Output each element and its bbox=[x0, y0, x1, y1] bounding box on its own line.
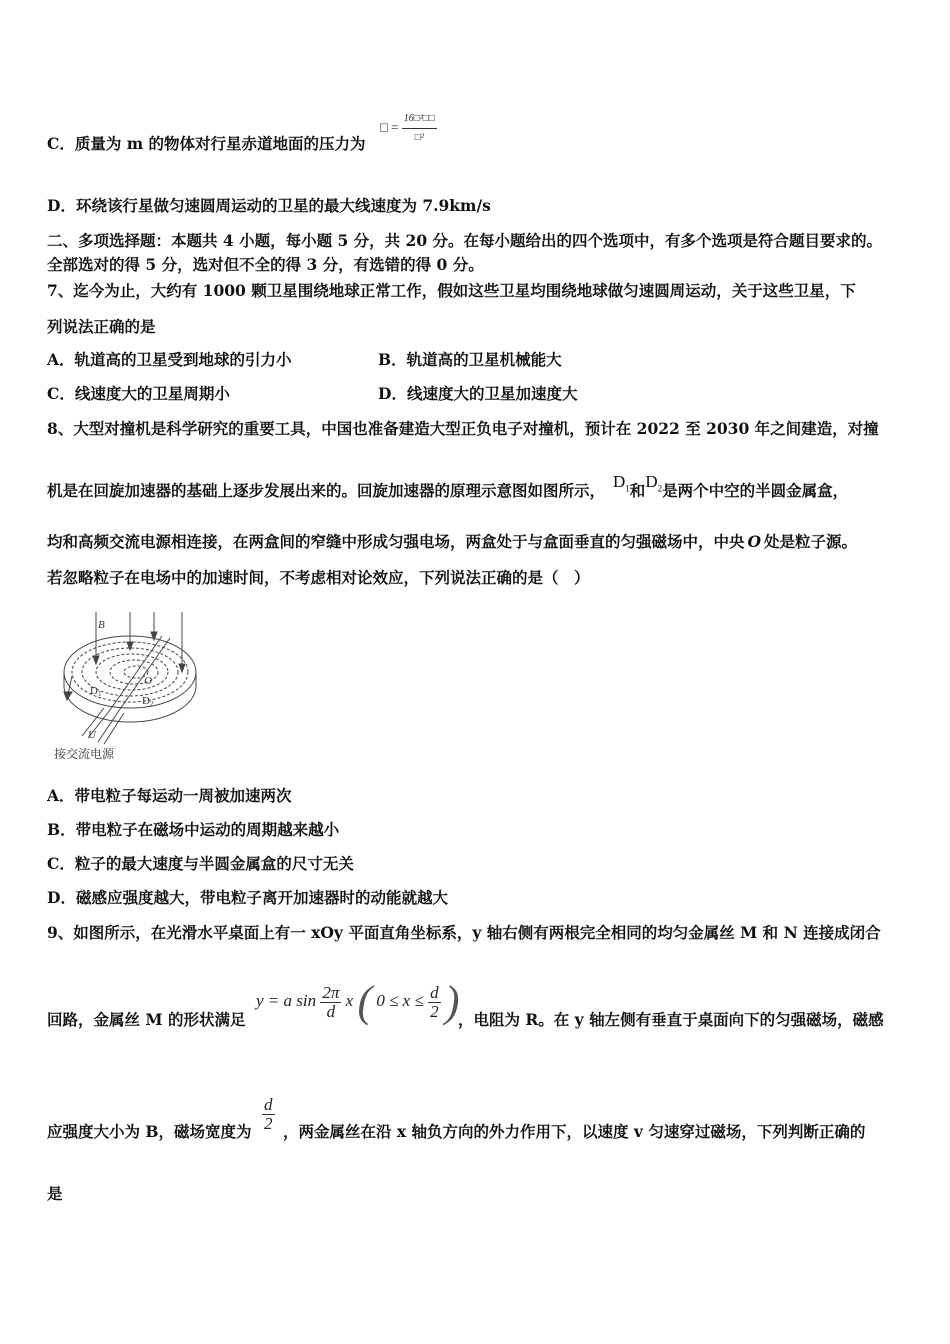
q6-option-c-formula bbox=[380, 110, 437, 147]
figure-label-d1: D1 bbox=[90, 685, 102, 698]
q8-stem-line4: 若忽略粒子在电场中的加速时间，不考虑相对论效应，下列说法正确的是（ ） bbox=[47, 568, 590, 587]
formula-numerator: 2π bbox=[322, 982, 340, 1002]
q9-stem-line3-b: ，两金属丝在沿 x 轴负方向的外力作用下，以速度 v 匀速穿过磁场，下列判断正确的 bbox=[283, 1122, 866, 1141]
section2-header-line2: 全部选对的得 5 分，选对但不全的得 3 分，有选错的得 0 分。 bbox=[47, 255, 484, 274]
q8-stem-o: O bbox=[747, 532, 762, 551]
formula-range-fraction bbox=[428, 984, 441, 1021]
q8-stem-line2-b: 是两个中空的半圆金属盒， bbox=[662, 481, 849, 500]
q9-stem-line2-b: ，电阻为 R。在 y 轴左侧有垂直于桌面向下的匀强磁场，磁感 bbox=[458, 1010, 884, 1029]
q8-stem-line3-a: 均和高频交流电源相连接，在两盒间的窄缝中形成匀强电场，两盒处于与盒面垂直的匀强磁场中，中央 bbox=[47, 532, 745, 551]
q8-option-b: B．带电粒子在磁场中运动的周期越来越小 bbox=[47, 820, 340, 839]
formula-denominator: d bbox=[326, 1001, 336, 1021]
formula-numerator: 16□²□□ bbox=[402, 110, 437, 129]
formula-range-denominator: 2 bbox=[430, 1001, 439, 1021]
formula-denominator: □² bbox=[414, 132, 424, 143]
section2-header-line1: 二、多项选择题：本题共 4 小题，每小题 5 分，共 20 分。在每小题给出的四个选项中，有多个选项是符合题目要求的。 bbox=[47, 231, 883, 250]
q8-option-c: C．粒子的最大速度与半圆金属盒的尺寸无关 bbox=[47, 854, 354, 873]
figure-label-o: O bbox=[144, 675, 152, 687]
formula-x: x bbox=[345, 990, 354, 1010]
q9-stem-line3 bbox=[47, 1122, 252, 1142]
q8-stem-line3 bbox=[47, 532, 857, 552]
q8-option-d: D．磁感应强度越大，带电粒子离开加速器时的动能就越大 bbox=[47, 888, 448, 907]
q7-option-c: C．线速度大的卫星周期小 bbox=[47, 384, 230, 403]
formula-lhs: □ = bbox=[380, 119, 399, 135]
q8-stem-line2 bbox=[47, 472, 849, 507]
width-fraction bbox=[262, 1096, 275, 1133]
q9-shape-formula bbox=[256, 977, 460, 1026]
figure-label-d2: D2 bbox=[142, 695, 154, 708]
q7-stem-line1: 7、迄今为止，大约有 1000 颗卫星围绕地球正常工作，假如这些卫星均围绕地球做匀速圆周运动，关于这些卫星，下 bbox=[47, 281, 856, 300]
d1-symbol: $D_1$ bbox=[613, 472, 630, 494]
q9-stem-line1: 9、如图所示，在光滑水平桌面上有一 xOy 平面直角坐标系，y 轴右侧有两根完全相同的均匀金属丝 M 和 N 连接成闭合 bbox=[47, 923, 881, 942]
width-denominator: 2 bbox=[264, 1114, 273, 1133]
d2-symbol: $D_2$ bbox=[645, 472, 663, 494]
formula-range-numerator: d bbox=[430, 982, 439, 1002]
figure-label-u: U bbox=[88, 729, 96, 741]
q9-stem-line2-a: 回路，金属丝 M 的形状满足 bbox=[47, 1010, 246, 1029]
right-paren: ) bbox=[444, 977, 460, 1026]
left-paren: ( bbox=[357, 977, 373, 1026]
q8-option-a: A．带电粒子每运动一周被加速两次 bbox=[47, 786, 292, 805]
q8-stem-line2-a: 机是在回旋加速器的基础上逐步发展出来的。回旋加速器的原理示意图如图所示， bbox=[47, 481, 606, 500]
width-numerator: d bbox=[264, 1095, 273, 1114]
formula-fraction bbox=[402, 110, 437, 147]
q8-stem-line3-b: 处是粒子源。 bbox=[764, 532, 858, 551]
figure-caption: 接交流电源 bbox=[54, 747, 115, 761]
q9-stem-line3-a: 应强度大小为 B，磁场宽度为 bbox=[47, 1122, 252, 1141]
q6-option-d: D．环绕该行星做匀速圆周运动的卫星的最大线速度为 7.9km/s bbox=[47, 196, 491, 215]
formula-fraction bbox=[320, 984, 341, 1021]
q7-stem-line2: 列说法正确的是 bbox=[47, 317, 156, 336]
q7-option-d: D．线速度大的卫星加速度大 bbox=[378, 384, 578, 403]
cyclotron-figure bbox=[52, 612, 202, 764]
q7-option-a: A．轨道高的卫星受到地球的引力小 bbox=[47, 350, 292, 369]
q7-option-b: B．轨道高的卫星机械能大 bbox=[378, 350, 562, 369]
figure-label-b: B bbox=[98, 619, 105, 631]
q9-stem-line4: 是 bbox=[47, 1184, 63, 1203]
q6-option-c: C．质量为 m 的物体对行星赤道地面的压力为 bbox=[47, 134, 366, 153]
q9-stem-line2 bbox=[47, 1010, 245, 1030]
q8-stem-line1: 8、大型对撞机是科学研究的重要工具，中国也准备建造大型正负电子对撞机，预计在 2022 至 2030 年之间建造，对撞 bbox=[47, 419, 879, 438]
q9-width-fraction bbox=[262, 1096, 275, 1133]
formula-lhs: y = a sin bbox=[256, 990, 317, 1010]
formula-range: 0 ≤ x ≤ bbox=[376, 990, 424, 1010]
q8-stem-and: 和 bbox=[629, 481, 646, 500]
